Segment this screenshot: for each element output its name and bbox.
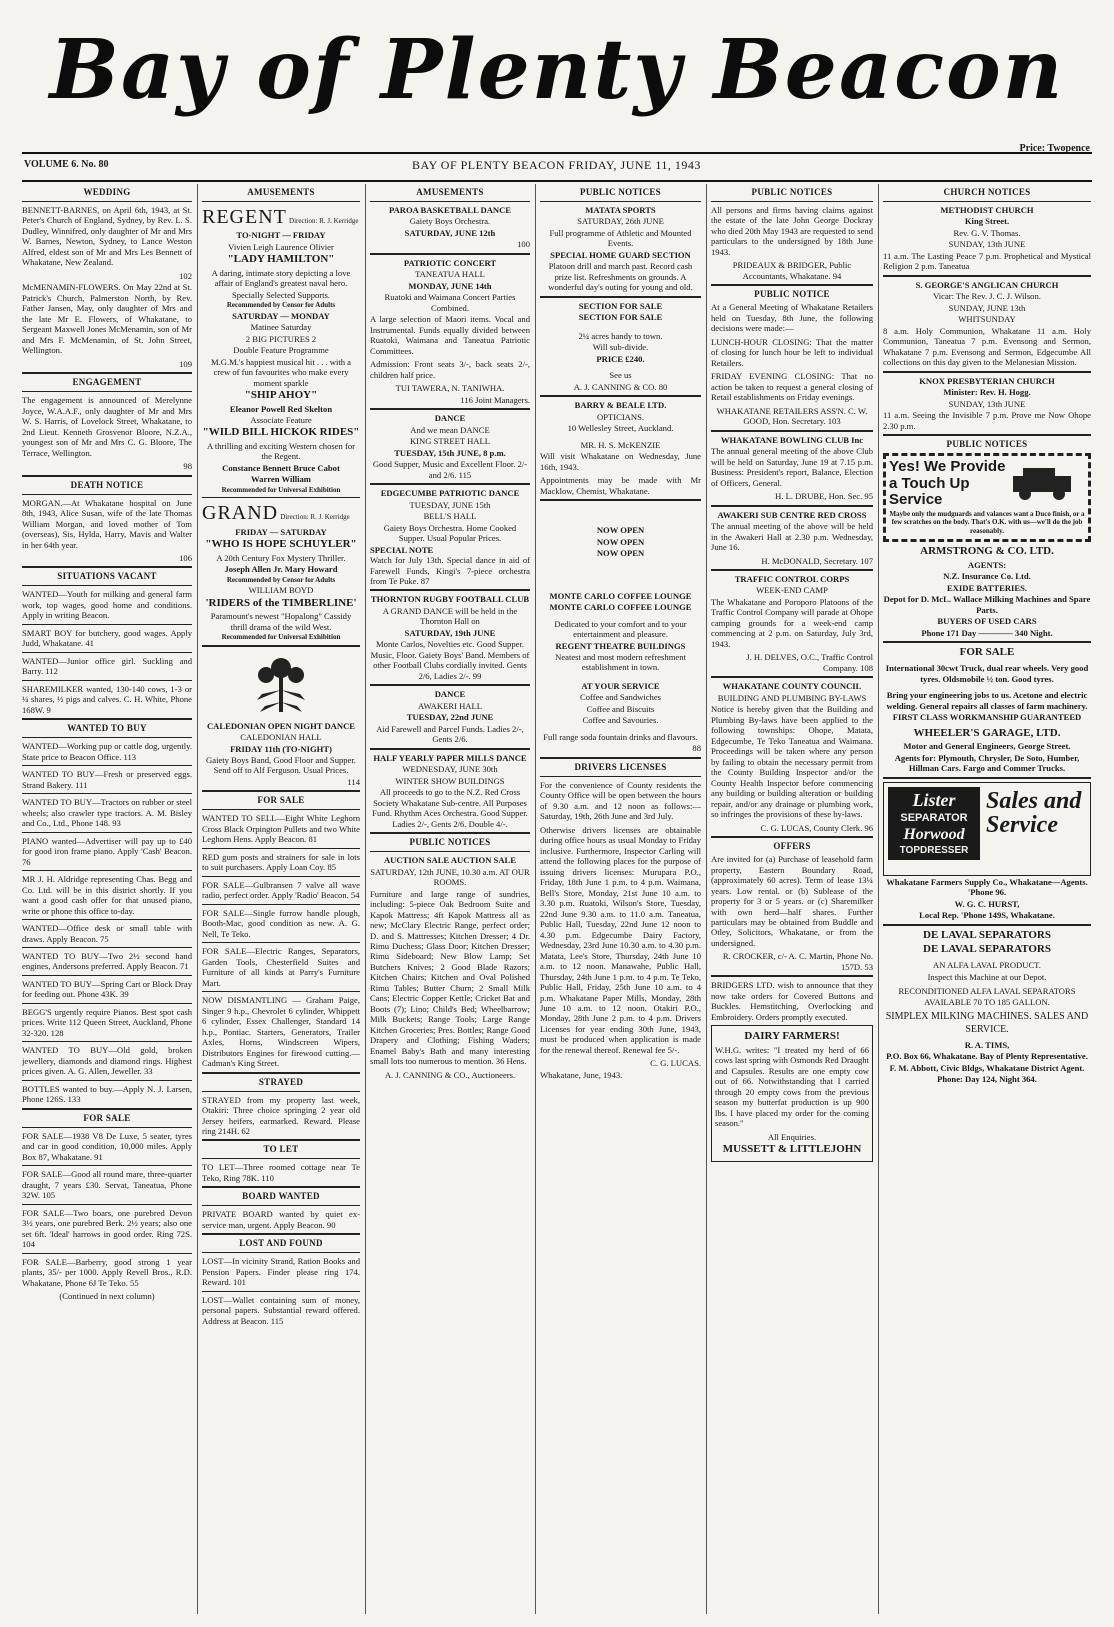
notice-body: Otherwise drivers licenses are obtainable during office hours as usual Monday to Friday inclusive. Furthermore, Inspector Carling will attend the following places for the purpose of issuing drivers licenses: Murupara P.O., Friday, 18th June 1 p.m. to 4 p.m. Waimana, Bell's Store, Monday, 21st June 10 a.m. to 3.30 p.m. Ruatoki, Wilson's Store, Tuesday, 22nd June 9.30 a.m. to 11.0 a.m. Taneatua, Public Hall, Tuesday, 22nd June 12 noon to 4.30 p.m. Edgecumbe Dairy Factory, Wednesday, 23rd June 10.30 a.m. to 4.30 p.m. Matata, Lee's Store, Thursday, 24th June 10 a.m. to 12 noon. Manawahe, Public Hall, Thursday, 24th June 1 p.m. to 4 p.m. Te Teko, Public Hall, Friday, 25th June 10 a.m. to 4 p.m. Whakatane Paper Mills, Monday, 28th June 10 a.m. to 12 noon. Otakiri P.O., Monday, 28th June 2 p.m. to 4 p.m. Drivers Licenses for year ending 30th June, 1943, must be produced when application is made for the renewal thereof. Renewal fee 5/-. [540,824,701,1055]
classified-ad: STRAYED from my property last week, Otakiri: Three choice springing 2 year old Jersey heifers, earmarked. Reward. Please ring 214H. 62 [202,1094,360,1136]
rep-name: W. G. C. HURST, [954,898,1020,909]
ad-number: 106 [179,552,192,563]
classified-ad: WANTED TO BUY—Tractors on rubber or steel wheels; also crawler type tractors. A. M. Bisley and Co., Ltd., Phone 148. 93 [22,797,192,829]
column-1 [22,184,192,1614]
church-name: KNOX PRESBYTERIAN CHURCH [919,375,1055,386]
death-notice-heading: DEATH NOTICE [70,479,144,490]
event-title: MATATA SPORTS [585,204,656,215]
public-notices-heading: PUBLIC NOTICES [580,187,661,197]
film-title: 'RIDERS of the TIMBERLINE' [205,596,357,609]
film-title: "SHIP AHOY" [244,389,318,402]
ad-company: MUSSETT & LITTLEJOHN [722,1143,862,1156]
showtime: SATURDAY — MONDAY [232,310,330,321]
showtime: TO-NIGHT — FRIDAY [236,230,326,241]
notice-body: For the convenience of County residents the County Office will be open between the hours of 9.30 a.m. and 12 noon as follows:— Saturday, 19th, 26th June and 3rd July. [540,779,701,822]
service-item: Coffee and Savouries. [582,715,659,726]
business-details: Dedicated to your comfort and to your entertainment and pleasure. [554,618,687,640]
ad-number: 88 [692,743,701,754]
grand-logo: GRAND [202,502,279,525]
censor-note: Recommended by Censor for Adults [226,575,336,584]
signature: C. G. LUCAS. [650,1058,701,1069]
buyers-used-cars: BUYERS OF USED CARS [937,616,1037,627]
notice-body: BRIDGERS LTD. wish to announce that they now take orders for Covered Buttons and Buckles. Hemstitching, Overlocking and Embroidery. Orders promptly executed. [711,980,873,1022]
business-type: OPTICIANS. [596,411,645,422]
column-5 [711,184,873,1614]
separator-label: SEPARATOR [900,811,968,824]
classified-ad: BEGG'S urgently require Pianos. Best spot cash prices. Write 112 Queen Street, Auckland, Phone 32-320. 128 [22,1006,192,1038]
event-details: Good Supper, Music and Excellent Floor. 2/- and 2/6. 115 [372,459,528,480]
ad-number: 114 [347,776,360,787]
service-date: SUNDAY, 13th JUNE [948,398,1026,409]
ad-body: Maybe only the mudguards and valances want a Duco finish, or a few scratches on the body. That's O.K. with us—we'll do the job reasonably. [889,509,1085,535]
now-open: NOW OPEN [596,536,645,547]
classified-ad: FOR SALE—Single furrow handle plough, Booth-Mac, good condition as new. A. G. Nell, Te Teko. [202,907,360,939]
film-description: M.G.M.'s happiest musical hit . . . with a crew of fun favourites who make every moment sparkle [211,356,351,388]
classified-ad: MR J. H. Aldridge representing Chas. Begg and Co. Ltd. will be in this district shortly. If you want a good cash offer for that unused piano, write or phone this office to-day. [22,874,192,916]
service-day: WHITSUNDAY [958,314,1016,325]
for-sale-heading: FOR SALE [83,1112,131,1123]
venue: AWAKERI HALL [418,700,482,711]
now-open: NOW OPEN [596,548,645,559]
continued-note: (Continued in next column) [59,1291,155,1302]
service-times: 11 a.m. Seeing the Invisible 7 p.m. Prove me Now Ohope 2.30 p.m. [883,410,1091,431]
thistle-illustration [202,650,360,720]
classified-ad: SMART BOY for butchery, good wages. Apply Judd, Whakatane. 41 [22,627,192,649]
event-details: Gaiety Boys Orchestra. [409,216,491,227]
section-sale-title: SECTION FOR SALE [578,312,663,323]
associate-feature: Associate Feature [250,415,312,425]
showtime: FRIDAY — SATURDAY [235,526,327,537]
classified-ad: WANTED—Junior office girl. Suckling and Barry. 112 [22,655,192,677]
price: Price: Twopence [1019,143,1090,154]
phone: Phone: Day 124, Night 364. [937,1074,1037,1085]
classified-ad: WANTED TO BUY—Old gold, broken jewellery, diamonds and diamond rings. Highest prices given. A. G. Allen, Jeweller. 33 [22,1045,192,1077]
lister-ad-banner [883,782,1091,876]
service-heading: AT YOUR SERVICE [581,680,660,691]
regent-logo: REGENT [202,205,287,228]
direction: Direction: R. J. Kerridge [289,216,359,225]
lister-logo: Lister [912,789,956,810]
business-name: MONTE CARLO COFFEE LOUNGE [549,590,692,601]
special-note: SPECIAL NOTE [370,544,434,555]
venue: CALEDONIAN HALL [240,732,322,743]
notice-body: Notice is hereby given that the Building and Plumbing By-laws have been applied to the following townships: Ohope, Matata, Edgecumbe, Te Teko Taneatua and Waimana. Proceedings will be taken where any person by failing to obtain the necessary permit from the County Building Inspector and/or the County Health Inspector before commencing any building or building alteration or building repair, and/or any drainage or plumbing work, so infringes the provisions of these by-laws. [711,704,873,820]
notice-body: The annual meeting of the above will be held in the Awakeri Hall at 2.30 p.m. Wednesday, June 16. [711,521,873,553]
event-details: Platoon drill and march past. Record cash prize list. Refreshments on grounds. A wonderful day's outing for young and old. [548,261,693,293]
agency: N.Z. Insurance Co. Ltd. [943,571,1031,582]
church-name: METHODIST CHURCH [940,204,1034,215]
business-location: REGENT THEATRE BUILDINGS [555,640,686,651]
section-sale-title: SECTION FOR SALE [578,300,663,311]
strayed-heading: STRAYED [258,1076,304,1087]
event-details: Aid Farewell and Parcel Funds. Ladies 2/-, Gents 2/6. [376,723,524,745]
workmanship: FIRST CLASS WORKMANSHIP GUARANTEED [892,712,1082,723]
wedding-heading: WEDDING [83,187,131,197]
classified-ad: WANTED TO SELL—Eight White Leghorn Cross Black Orpington Pullets and two White Leghorn Hens. Apply Beacon. 81 [202,813,360,845]
classified-ad: TO LET—Three roomed cottage near Te Teko, Ring 78K. 110 [202,1162,360,1183]
minister: Minister: Rev. H. Hogg. [943,387,1031,398]
situations-vacant-heading: SITUATIONS VACANT [57,571,157,582]
signature: H. L. DRUBE, Hon. Sec. 95 [775,491,873,502]
notice-title: WHAKATANE BOWLING CLUB Inc [720,434,864,445]
classified-ad: RED gum posts and strainers for sale in lots to suit purchasers. Apply Loan Coy. 85 [202,851,360,873]
business-name: ARMSTRONG & CO. LTD. [920,545,1054,558]
engineering-text: Bring your engineering jobs to us. Acetone and electric welding. General repairs all classes of farm machinery. [886,690,1088,711]
notice-title: AWAKERI SUB CENTRE RED CROSS [717,509,867,520]
business-type: Motor and General Engineers, George Street. [903,741,1071,752]
agent: A. J. CANNING & CO. 80 [573,381,668,392]
minister: Rev. G. V. Thomas. [953,227,1021,238]
board-wanted-heading: BOARD WANTED [242,1191,320,1202]
rep-name: R. A. TIMS, [964,1039,1010,1050]
classified-ad: BOTTLES wanted to buy.—Apply N. J. Larsen, Phone 126S. 133 [22,1083,192,1105]
church-notices-heading: CHURCH NOTICES [943,187,1031,197]
classified-ad: WANTED TO BUY—Two 2½ second hand engines, Andersons preferred. Apply Beacon. 71 [22,951,192,972]
product-title: DE LAVAL SEPARATORS [923,943,1051,956]
classified-ad: PRIVATE BOARD wanted by quiet ex-service man, urgent. Apply Beacon. 90 [202,1209,360,1230]
auction-details: Furniture and large range of sundries, including: 5-piece Oak Bedroom Suite and Kapok Mattress; 4ft Kapok Mattress all as new; McClary Electric Range, perfect order; D. and S. Mattresses; Kitchen Dresser; 4 Dr. Rimu Duchess; Glass Door; Kitchen Dresser; Rimu Sideboard; New Blow Lamp; Set Butchers Knives; 2 Good Blade Razors; Kitchen Chairs; Kitchen and Oval Polished Rimu Tables; Butter Churn; 2 Small Milk Cans; Electric Copper Kettle; Cricket Bat and Boots (7); Lino; Child's Bed; Wheelbarrow; Milk Buckets; Range Tools; Large Range Kitchen Groceries; Pres. Bottles; Range Good Drapery and Clothing; Fishing Waders; Enamel Baby's Bath and many interesting small lots too numerous to mention. 36 Hens. [370,888,530,1067]
amusements-heading: AMUSEMENTS [416,187,484,197]
signature: PRIDEAUX & BRIDGER, Public Accountants, Whakatane. 94 [732,260,852,281]
info-bar [22,143,1092,182]
agents: Whakatane Farmers Supply Co., Whakatane—Agents. 'Phone 96. [886,876,1088,898]
double-feature: Double Feature Programme [233,345,329,356]
service-item: Coffee and Sandwiches [580,692,661,703]
film-description: A 20th Century Fox Mystery Thriller. [216,552,346,563]
notice-subtitle: WEEK-END CAMP [756,585,828,596]
notice-body: LUNCH-HOUR CLOSING: That the matter of closing for lunch hour be left to individual Retailers. [711,336,873,368]
agent: F. M. Abbott, Civic Bldgs, Whakatane District Agent. [889,1062,1085,1073]
date-line: BAY OF PLENTY BEACON FRIDAY, JUNE 11, 1943 [412,158,701,172]
church-address: King Street. [964,216,1010,227]
classified-ad: WANTED—Working pup or cattle dog, urgently. State price to Beacon Office. 113 [22,741,192,762]
cast: Constance Bennett Bruce Cabot [222,462,340,473]
to-let-heading: TO LET [263,1144,299,1155]
wedding-notice: BENNETT-BARNES, on April 6th, 1943, at St. Peter's Church of England, Sydney, by Rev. L. S. Dudley, Winnifred, only daughter of Mr and Mrs W. Barnes, Newton, Sydney, to Lance Weston Alfred, eldest son of Mr and Mrs Les Bennett of Whakatane, New Zealand. [22,204,192,268]
signature: R. CROCKER, c/- A. C. Martin, Phone No. 157D. 53 [722,951,873,972]
venue: TANEATUA HALL [415,269,485,280]
topdresser-label: TOPDRESSER [899,844,969,856]
business-name: BARRY & BEALE LTD. [574,400,667,411]
ad-enquiries: All Enquiries. [767,1131,817,1142]
volume-number: VOLUME 6. No. 80 [24,159,109,170]
classified-ad: WANTED—Youth for milking and general farm work, top wages, good home and conditions. Apply in writing Beacon. [22,589,192,621]
classified-ad: SHAREMILKER wanted, 130-140 cows, 1-3 or ¼ shares, ½ pigs and calves. C. H. White, Phone 168W. 9 [22,683,192,715]
big-pictures: 2 BIG PICTURES 2 [245,333,317,344]
event-details: A GRAND DANCE will be held in the Thornton Hall on [382,605,518,627]
ad-headline: Yes! We Provide a Touch Up Service [889,458,1006,509]
public-notices-heading: PUBLIC NOTICES [946,439,1028,450]
admission: Admission: Front seats 3/-, back seats 2/-, children half price. [370,359,530,380]
business-details: Neatest and most modern refreshment establishment in town. [555,651,686,673]
event-title: THORNTON RUGBY FOOTBALL CLUB [370,594,530,605]
event-title: PATRIOTIC CONCERT [403,257,497,268]
thistle-icon [202,650,360,720]
auction-title: AUCTION SALE AUCTION SALE [383,855,517,866]
film-title: "WHO IS HOPE SCHUYLER" [205,538,357,551]
notice-title: TRAFFIC CONTROL CORPS [734,573,850,584]
wanted-to-buy-heading: WANTED TO BUY [67,723,147,734]
classified-ad: NOW DISMANTLING — Graham Paige, Singer 9 h.p., Chevrolet 6 cylinder, Whippett 6 cylinder, Essex Challenger, Standard 14 h.p., Pontiac. Starters, Generators, Trailer Axles, Horns, Windscreen Wipers, Distributors Engines for firewood cutting.—Cadman's King Street. [202,995,360,1069]
offers-heading: OFFERS [773,841,811,852]
event-details: Ruatoki and Waimana Concert Parties Combined. [384,292,516,313]
classified-ad: FOR SALE—Two boars, one purebred Devon 3½ years, one purebred Berk. 2½ years; also one set 6ft. 'Ideal' harrows in good order. Ring 72S. 104 [22,1207,192,1250]
service-times: 8 a.m. Holy Communion, Whakatane 11 a.m. Holy Communion, Taneatua 7 p.m. Evensong and Sermon, Whakatane 7 p.m. Evensong and Sermon, Edgecumbe All collections on this day given to the Melanesian Mission. [883,325,1091,368]
cast: Joseph Allen Jr. Mary Howard [224,564,338,575]
column-2 [202,184,360,1614]
agency: Depot for D. McL. Wallace Milking Machines and Spare Parts. [883,594,1091,615]
public-notices-heading: PUBLIC NOTICES [751,187,833,197]
notice-body: The Whakatane and Poroporo Platoons of the Traffic Control Company will parade at Ohope camping grounds for a week-end camp commencing at 2 p.m. on Saturday, July 3rd, 1943. [711,596,873,649]
event-date: SATURDAY, 26th JUNE [577,216,664,227]
signature: J. H. DELVES, O.C., Traffic Control Company. 108 [746,652,873,673]
ad-body: W.H.G. writes: "I treated my herd of 66 cows last spring with Osmonds Red Draught and Capsules. Results are one empty cow out of 66. Notwithstanding that I carried through 20 empty cows from the previous season my butterfat production is up 900 lbs. I have placed my order for the coming season." [715,1044,869,1129]
signature: WHAKATANE RETAILERS ASS'N. C. W. GOOD, Hon. Secretary. 103 [716,405,868,427]
event-details: A large selection of Maori items. Vocal and Instrumental. Funds equally divided between Ruatoki, Waimana and Taneatua Patriotic Committees. [370,314,530,356]
classified-ad: FOR SALE—Good all round mare, three-quarter draught, 7 years £30. Servat, Taneatua, Phone 32W. 105 [22,1169,192,1201]
censor-note: Recommended for Universal Exhibition [221,633,341,641]
censor-note: Recommended by Censor for Adults [226,301,336,310]
classified-ad: FOR SALE—1938 V8 De Luxe, 5 seater, tyres and car in good condition, 10,000 miles. Apply Box 87, Whakatane. 91 [22,1130,192,1162]
classified-ad: LOST—Wallet containing sum of money, personal papers. Substantial reward offered. Address at Beacon. 115 [202,1294,360,1326]
classified-ad: FOR SALE—Electric Ranges, Separators, Garden Tools, Chesterfield Suites and Furniture of all kinds at Parry's Furniture Mart. [202,946,360,988]
engagement-notice: The engagement is announced of Merelynne Joyce, W.A.A.F., only daughter of Mr and Mrs W. S. Harris, of Lovelock Street, Whakatane, to 2nd Lieut. Kenneth Grosvenor Bloore, N.Z.A., youngest son of Mr and Mrs C. G. Bloore, The Terrace, Wellington. [22,395,192,458]
notice-body: Are invited for (a) Purchase of leasehold farm property, Eastern Boundary Road, (approximately 60 acres). Term of lease 13¼ years. Low rental. or (b) Sublease of the property for 3 or 5 years. or (c) Sharemilker with own herd—half shares. Further particulars may be obtained from Buddle and Otley, Solicitors, Whakatane, or from the undersigned. [711,854,873,948]
event-date: FRIDAY 11th (TO-NIGHT) [230,743,332,754]
event-date: TUESDAY, 15th JUNE, 8 p.m. [394,447,506,458]
car-icon [1007,464,1077,504]
service-date: SUNDAY, JUNE 13th [948,302,1026,313]
sales-service-label: Sales and Service [986,787,1082,838]
ad-number: 102 [179,270,192,281]
film-description: A thrilling and exciting Western chosen for the Regent. [206,440,356,462]
church-name: S. GEORGE'S ANGLICAN CHURCH [915,279,1059,290]
event-title: SPECIAL HOME GUARD SECTION [550,249,691,260]
newspaper-title: Bay of Plenty Beacon [49,22,1065,118]
event-details: Full programme of Athletic and Mounted Events. [549,227,692,249]
venue: KING STREET HALL [409,436,491,447]
public-notice-heading: PUBLIC NOTICE [754,289,830,300]
notice-subtitle: BUILDING AND PLUMBING BY-LAWS [717,692,867,703]
joint-managers: 116 Joint Managers. [460,394,530,405]
column-4 [540,184,701,1614]
death-notice: MORGAN.—At Whakatane hospital on June 8th, 1943, Alice Susan, wife of the late Thomas William Morgan, and loved mother of Tom (overseas), Sis, Hylda, Harry, Mavis and Walter in her 64th year. [22,497,192,550]
event-date: SATURDAY, 19th JUNE [404,627,496,638]
agencies: Agents for: Plymouth, Chrysler, De Soto, Humber, Hillman Cars. Fargo and Commer Trucks. [894,752,1080,774]
column-3 [370,184,530,1614]
notice-body: All persons and firms having claims against the estate of the late John George Dockray who died 20th May 1943 are requested to send particulars to the undersigned by 18th June 1943. [711,204,873,257]
film-description: Paramount's newest "Hopalong" Cassidy thrill drama of the wild West. [210,611,352,632]
classified-ad: WANTED TO BUY—Spring Cart or Block Dray for feeding out. Phone 43K. 39 [22,978,192,1000]
cast: WILLIAM BOYD [248,585,314,596]
notice-date: Whakatane, June, 1943. [540,1069,623,1080]
rep-phone: Local Rep. 'Phone 149S, Whakatane. [919,910,1055,921]
event-title: DANCE [434,413,466,424]
managers: TUI TAWERA, N. TANIWHA. [395,383,505,394]
amusements-heading: AMUSEMENTS [247,187,315,197]
now-open: NOW OPEN [596,525,645,536]
event-details: Monte Carlos, Novelties etc. Good Supper. Music, Floor. Gaiety Boys' Band. Members of other Football Clubs cordially invited. Gents 2/6, Ladies 2/-. 99 [370,639,530,681]
for-sale-heading: FOR SALE [257,795,305,806]
public-notices-heading: PUBLIC NOTICES [409,837,491,848]
rep-address: P.O. Box 66, Whakatane. Bay of Plenty Representative. [886,1051,1088,1062]
censor-note: Recommended for Universal Exhibition [221,485,341,494]
auction-date: SATURDAY, 12th JUNE, 10.30 a.m. AT OUR ROOMS. [370,866,530,888]
business-address: 10 Wellesley Street, Auckland. [567,423,674,434]
event-date: TUESDAY, 22nd JUNE [406,712,494,723]
venue: BELL'S HALL [423,511,477,522]
agency: EXIDE BATTERIES. [946,582,1028,593]
business-name: MONTE CARLO COFFEE LOUNGE [549,602,692,613]
product-note: Inspect this Machine at our Depot. [927,971,1047,982]
event-details: Watch for July 13th. Special dance in aid of Farewell Funds, Kingi's 7-piece orchestra from Te Puke. 87 [370,555,530,586]
film-title: "WILD BILL HICKOK RIDES" [202,426,360,439]
classified-ad: FOR SALE—Gulbransen 7 valve all wave radio, perfect order. Apply 'Radio' Beacon. 54 [202,879,360,901]
film-description: A daring, intimate story depicting a love affair of England's greatest naval hero. [211,267,351,289]
business-details: Full range soda fountain drinks and flavours. [543,731,698,742]
service-item: Coffee and Biscuits [586,703,655,714]
section-details: Will sub-divide. [592,342,649,353]
event-title: DANCE [434,689,466,700]
event-date: TUESDAY, JUNE 15th [409,499,491,510]
direction: Direction: R. J. Kerridge [280,513,350,522]
for-sale-heading: FOR SALE [959,646,1015,659]
classified-ad: PIANO wanted—Advertiser will pay up to £40 for good iron frame piano. Apply 'Cash' Beacon. 76 [22,835,192,867]
visit-details: Will visit Whakatane on Wednesday, June 16th, 1943. [540,451,701,472]
agents-label: AGENTS: [967,559,1007,570]
classified-ad: FOR SALE—Barberry, good strong 1 year plants, 35/- per 1000. Apply Revell Bros., R.D. Whakatane, Phone 6J Te Teko. 55 [22,1256,192,1288]
ad-number: 100 [517,239,530,250]
business-name: WHEELER'S GARAGE, LTD. [913,726,1061,739]
ad-number: 109 [179,358,192,369]
wedding-notice: McMENAMIN-FLOWERS. On May 22nd at St. Patrick's Church, Palmerston North, by Rev. Father Jansen, May, only daughter of Mrs and the late Mr E. Flowers, of Whakatane, to Sergeant Maxwell Jones McMenamin, son of Mr and Mrs F. McMenamin, of St. John Street, Wellington. [22,282,192,356]
cast: Warren William [251,474,311,485]
service-times: 11 a.m. The Lasting Peace 7 p.m. Prophetical and Mystical Religion 2 p.m. Taneatua [883,250,1091,272]
classified-ad: LOST—In vicinity Strand, Ration Books and Pension Papers. Finder please ring 174. Reward. 101 [202,1256,360,1288]
notice-body: The annual general meeting of the above Club will be held on Saturday, June 19 at 7.15 p.m. Business: President's report, Balance, Election of Officers, General. [711,446,873,488]
product-title: SIMPLEX MILKING MACHINES. SALES AND SERVICE. [885,1011,1089,1035]
event-details: Gaiety Boys Band, Good Floor and Supper. Send off to Alf Ferguson. Usual Prices. [206,754,356,776]
event-title: CALEDONIAN OPEN NIGHT DANCE [206,720,356,731]
dairy-farmers-ad [711,1025,873,1161]
classified-ad: WANTED TO BUY—Fresh or preserved eggs. Strand Bakery. 111 [22,769,192,790]
event-title: EDGECUMBE PATRIOTIC DANCE [380,488,520,499]
ad-number: 98 [183,461,192,472]
product-title: DE LAVAL SEPARATORS [923,928,1051,941]
event-date: MONDAY, JUNE 14th [408,280,492,291]
matinee: Matinee Saturday [250,322,312,333]
column-6 [883,184,1091,1614]
minister: Vicar: The Rev. J. C. J. Wilson. [933,291,1041,302]
film-title: "LADY HAMILTON" [227,253,335,266]
product-note: AN ALFA LAVAL PRODUCT. [933,960,1041,971]
touch-up-ad [883,453,1091,542]
signature: C. G. LUCAS, County Clerk. 96 [760,822,873,833]
engagement-heading: ENGAGEMENT [72,377,142,388]
product-note: RECONDITIONED ALFA LAVAL SEPARATORS AVAILABLE 70 TO 185 GALLON. [898,986,1076,1007]
cast: Vivien Leigh Laurence Olivier [228,241,334,252]
visit-details: Appointments may be made with Mr Macklow, Chemist, Whakatane. [540,475,701,496]
signature: H. McDONALD, Secretary. 107 [761,555,873,566]
cast: Eleanor Powell Red Skelton [229,403,333,414]
for-sale-details: International 30cwt Truck, dual rear wheels. Very good tyres. Oldsmobile ½ ton. Good tyres. [885,663,1089,684]
person-name: MR. H. S. McKENZIE [580,439,661,450]
event-title: PAROA BASKETBALL DANCE [388,204,512,215]
auctioneers: A. J. CANNING & CO., Auctioneers. [384,1069,516,1080]
ad-title: DAIRY FARMERS! [744,1030,840,1043]
event-details: All proceeds to go to the N.Z. Red Cross Society Whakatane Sub-centre. All Purposes Fund. Rhythm Aces Orchestra. Good Supper. Ladies 2/-, Gents 2/6. Double 4/-. [372,787,528,829]
phone: Phone 171 Day ———— 340 Night. [921,627,1053,638]
classified-ad: WANTED—Office desk or small table with draws. Apply Beacon. 75 [22,923,192,944]
section-details: 2¼ acres handy to town. [578,330,663,341]
event-date: SATURDAY, JUNE 12th [404,227,496,238]
notice-body: FRIDAY EVENING CLOSING: That no action be taken to request a general closing of Retail establishments on Friday evenings. [711,371,873,403]
lost-found-heading: LOST AND FOUND [239,1238,323,1249]
drivers-licenses-heading: DRIVERS LICENSES [574,761,667,772]
notice-title: WHAKATANE COUNTY COUNCIL [722,681,862,692]
masthead [0,0,1114,148]
event-details: Gaiety Boys Orchestra. Home Cooked Supper. Usual Popular Prices. [383,522,517,544]
notice-body: At a General Meeting of Whakatane Retailers held on Tuesday, 8th June, the following decisions were made:— [711,302,873,334]
see-us: See us [609,370,632,381]
venue: WINTER SHOW BUILDINGS [395,775,505,786]
event-date: WEDNESDAY, JUNE 30th [402,764,498,775]
supports: Specially Selected Supports. [231,289,331,300]
service-date: SUNDAY, 13th JUNE [948,239,1026,250]
section-price: PRICE £240. [596,353,645,364]
horwood-logo: Horwood [903,826,965,844]
event-title: HALF YEARLY PAPER MILLS DANCE [373,752,527,763]
event-subtitle: And we mean DANCE [410,424,490,435]
